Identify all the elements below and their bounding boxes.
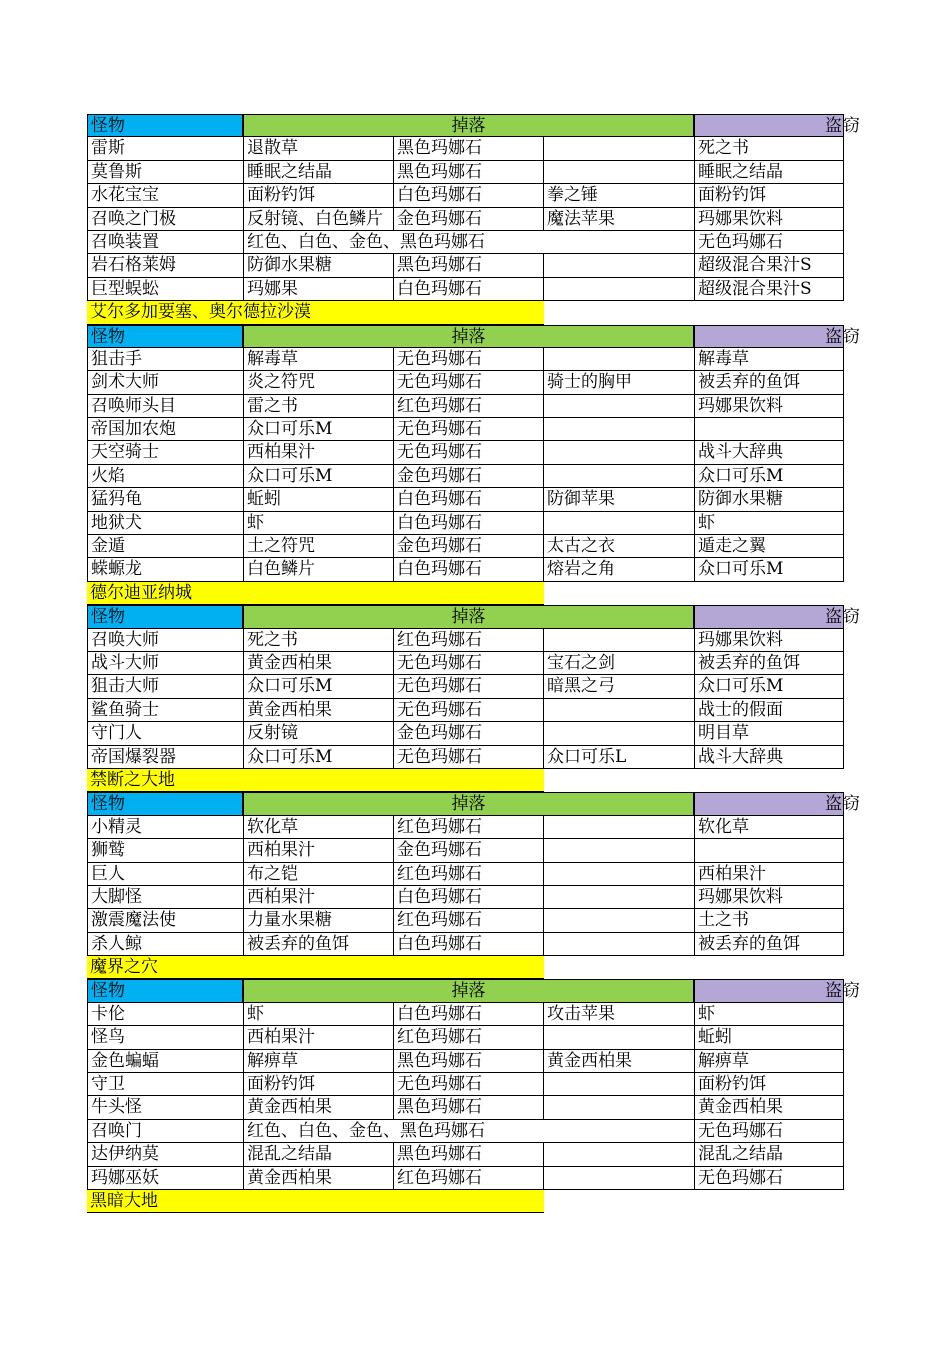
drop-item-1-cell[interactable]: 众口可乐M — [243, 675, 393, 698]
drop-item-1-cell[interactable]: 软化草 — [243, 816, 393, 839]
steal-item-cell[interactable]: 无色玛娜石 — [694, 231, 844, 254]
drop-item-1-cell[interactable]: 解毒草 — [243, 348, 393, 371]
header-steal-part2: 窃 — [843, 981, 860, 1002]
drop-item-2-cell[interactable]: 无色玛娜石 — [393, 746, 543, 769]
header-steal-part2: 窃 — [843, 116, 860, 136]
table-row — [87, 1026, 877, 1049]
drop-item-1-cell[interactable]: 虾 — [243, 512, 393, 535]
table-row — [87, 184, 877, 207]
monster-name-cell[interactable]: 召唤师头目 — [87, 395, 243, 418]
monster-name-cell[interactable]: 狮鹫 — [87, 839, 243, 862]
steal-item-cell[interactable]: 被丢弃的鱼饵 — [694, 652, 844, 675]
drop-item-2-cell[interactable]: 白色玛娜石 — [393, 1003, 543, 1026]
header-steal-part1: 盗 — [825, 326, 842, 347]
header-drop[interactable]: 掉落 — [243, 605, 694, 628]
monster-name-cell[interactable]: 莫鲁斯 — [87, 161, 243, 184]
drop-item-3-cell[interactable] — [543, 699, 694, 722]
header-monster[interactable]: 怪物 — [87, 979, 243, 1002]
drop-item-2-cell[interactable]: 无色玛娜石 — [393, 348, 543, 371]
region-row — [87, 582, 877, 605]
steal-item-cell[interactable]: 虾 — [694, 1003, 844, 1026]
table-header-row — [87, 325, 877, 348]
table-row — [87, 652, 877, 675]
monster-name-cell[interactable]: 水花宝宝 — [87, 184, 243, 207]
monster-name-cell[interactable]: 狙击手 — [87, 348, 243, 371]
monster-name-cell[interactable]: 召唤装置 — [87, 231, 243, 254]
table-row — [87, 1096, 877, 1119]
drop-item-3-cell[interactable] — [543, 395, 694, 418]
drop-item-3-cell[interactable]: 拳之锤 — [543, 184, 694, 207]
header-drop[interactable]: 掉落 — [243, 114, 694, 137]
monster-name-cell[interactable]: 玛娜巫妖 — [87, 1167, 243, 1190]
steal-item-cell[interactable]: 面粉钓饵 — [694, 184, 844, 207]
drop-item-1-cell[interactable]: 混乱之结晶 — [243, 1143, 393, 1166]
drop-item-3-cell[interactable]: 熔岩之角 — [543, 558, 694, 581]
drop-item-1-cell[interactable]: 力量水果糖 — [243, 909, 393, 932]
drop-item-1-cell[interactable]: 众口可乐M — [243, 465, 393, 488]
steal-item-cell[interactable]: 无色玛娜石 — [694, 1120, 844, 1143]
drop-item-3-cell[interactable] — [543, 886, 694, 909]
table-row — [87, 699, 877, 722]
drop-item-3-cell[interactable] — [543, 512, 694, 535]
drop-item-1-cell[interactable]: 黄金西柏果 — [243, 1167, 393, 1190]
drop-item-1-cell[interactable]: 防御水果糖 — [243, 254, 393, 277]
monster-name-cell[interactable]: 火焰 — [87, 465, 243, 488]
table-row — [87, 886, 877, 909]
drop-item-2-cell[interactable]: 无色玛娜石 — [393, 1073, 543, 1096]
drop-item-2-cell[interactable]: 红色玛娜石 — [393, 1167, 543, 1190]
drop-item-3-cell[interactable]: 防御苹果 — [543, 488, 694, 511]
drop-item-2-cell[interactable]: 黑色玛娜石 — [393, 254, 543, 277]
drop-item-3-cell[interactable]: 魔法苹果 — [543, 208, 694, 231]
header-steal-part2: 窃 — [843, 607, 860, 628]
drop-item-2-cell[interactable]: 金色玛娜石 — [393, 465, 543, 488]
drop-item-1-cell[interactable]: 布之铠 — [243, 863, 393, 886]
drop-item-3-cell[interactable] — [543, 254, 694, 277]
table-row — [87, 535, 877, 558]
drop-item-1-cell[interactable]: 黄金西柏果 — [243, 1096, 393, 1119]
drop-item-3-cell[interactable] — [543, 1026, 694, 1049]
table-row — [87, 722, 877, 745]
table-row — [87, 1143, 877, 1166]
drop-item-2-cell[interactable]: 金色玛娜石 — [393, 208, 543, 231]
header-steal-part1: 盗 — [825, 607, 842, 628]
drop-item-2-cell[interactable]: 无色玛娜石 — [393, 652, 543, 675]
monster-name-cell[interactable]: 岩石格莱姆 — [87, 254, 243, 277]
header-drop[interactable]: 掉落 — [243, 792, 694, 815]
monster-name-cell[interactable]: 帝国加农炮 — [87, 418, 243, 441]
drop-item-2-cell[interactable]: 无色玛娜石 — [393, 371, 543, 394]
drop-item-3-cell[interactable] — [543, 1073, 694, 1096]
table-row — [87, 909, 877, 932]
drop-item-2-cell[interactable]: 无色玛娜石 — [393, 675, 543, 698]
drop-item-3-cell[interactable] — [543, 348, 694, 371]
header-steal-part1: 盗 — [825, 794, 842, 815]
drop-item-1-cell[interactable]: 反射镜 — [243, 722, 393, 745]
table-header-row — [87, 114, 877, 137]
drop-item-1-cell[interactable]: 面粉钓饵 — [243, 184, 393, 207]
steal-item-cell[interactable]: 被丢弃的鱼饵 — [694, 371, 844, 394]
drop-item-2-cell[interactable]: 白色玛娜石 — [393, 184, 543, 207]
monster-name-cell[interactable]: 战斗大师 — [87, 652, 243, 675]
table-row — [87, 1073, 877, 1096]
table-row — [87, 441, 877, 464]
monster-name-cell[interactable]: 猛犸龟 — [87, 488, 243, 511]
drop-item-2-cell[interactable]: 无色玛娜石 — [393, 441, 543, 464]
drop-item-2-cell[interactable]: 白色玛娜石 — [393, 558, 543, 581]
steal-item-cell[interactable]: 玛娜果饮料 — [694, 629, 844, 652]
table-row — [87, 512, 877, 535]
drop-item-2-cell[interactable]: 金色玛娜石 — [393, 722, 543, 745]
monster-name-cell[interactable]: 守卫 — [87, 1073, 243, 1096]
monster-name-cell[interactable]: 守门人 — [87, 722, 243, 745]
drop-item-1-cell[interactable]: 反射镜、白色鳞片 — [243, 208, 393, 231]
steal-item-cell[interactable]: 解毒草 — [694, 348, 844, 371]
drop-item-1-cell[interactable]: 西柏果汁 — [243, 839, 393, 862]
steal-item-cell[interactable]: 超级混合果汁S — [694, 278, 844, 301]
steal-item-cell[interactable]: 遁走之翼 — [694, 535, 844, 558]
monster-name-cell[interactable]: 牛头怪 — [87, 1096, 243, 1119]
table-row — [87, 371, 877, 394]
monster-name-cell[interactable]: 剑术大师 — [87, 371, 243, 394]
header-steal[interactable] — [694, 792, 860, 815]
table-row — [87, 1003, 877, 1026]
table-row — [87, 675, 877, 698]
table-row — [87, 348, 877, 371]
table-header-row — [87, 979, 877, 1002]
monster-name-cell[interactable]: 召唤门 — [87, 1120, 243, 1143]
drop-item-2-cell[interactable]: 白色玛娜石 — [393, 933, 543, 956]
drop-item-1-cell[interactable]: 炎之符咒 — [243, 371, 393, 394]
region-title[interactable]: 禁断之大地 — [87, 769, 544, 792]
drop-item-3-cell[interactable] — [543, 1143, 694, 1166]
drop-item-2-cell[interactable]: 白色玛娜石 — [393, 488, 543, 511]
drop-item-2-cell[interactable]: 黑色玛娜石 — [393, 137, 543, 160]
header-steal[interactable] — [694, 605, 860, 628]
table-row — [87, 1167, 877, 1190]
monster-name-cell[interactable]: 金色蝙蝠 — [87, 1050, 243, 1073]
table-row — [87, 254, 877, 277]
steal-item-cell[interactable]: 软化草 — [694, 816, 844, 839]
drop-item-3-cell[interactable] — [543, 863, 694, 886]
drop-item-3-cell[interactable] — [543, 816, 694, 839]
drop-item-1-cell[interactable]: 睡眠之结晶 — [243, 161, 393, 184]
steal-item-cell[interactable]: 战士的假面 — [694, 699, 844, 722]
steal-item-cell[interactable]: 无色玛娜石 — [694, 1167, 844, 1190]
drop-item-1-cell[interactable]: 众口可乐M — [243, 418, 393, 441]
drop-item-2-cell[interactable]: 白色玛娜石 — [393, 278, 543, 301]
drop-item-3-cell[interactable] — [543, 278, 694, 301]
monster-name-cell[interactable]: 天空骑士 — [87, 441, 243, 464]
steal-item-cell[interactable]: 西柏果汁 — [694, 863, 844, 886]
drop-item-2-cell[interactable]: 白色玛娜石 — [393, 886, 543, 909]
drop-item-3-cell[interactable]: 暗黑之弓 — [543, 675, 694, 698]
drop-item-3-cell[interactable]: 黄金西柏果 — [543, 1050, 694, 1073]
table-row — [87, 839, 877, 862]
table-row — [87, 161, 877, 184]
steal-item-cell[interactable]: 死之书 — [694, 137, 844, 160]
header-monster[interactable]: 怪物 — [87, 792, 243, 815]
region-row — [87, 1190, 877, 1213]
header-steal-part1: 盗 — [825, 116, 842, 136]
drop-item-3-cell[interactable] — [543, 441, 694, 464]
drop-item-2-cell[interactable]: 红色玛娜石 — [393, 1026, 543, 1049]
drop-item-2-cell[interactable]: 黑色玛娜石 — [393, 161, 543, 184]
drop-item-2-cell[interactable]: 红色玛娜石 — [393, 629, 543, 652]
monster-name-cell[interactable]: 帝国爆裂器 — [87, 746, 243, 769]
table-row — [87, 1120, 877, 1143]
drop-item-2-cell[interactable]: 红色玛娜石 — [393, 395, 543, 418]
drop-span-cell[interactable]: 红色、白色、金色、黑色玛娜石 — [243, 231, 694, 254]
region-row — [87, 301, 877, 324]
drop-item-2-cell[interactable]: 白色玛娜石 — [393, 512, 543, 535]
drop-item-2-cell[interactable]: 黑色玛娜石 — [393, 1096, 543, 1119]
monster-name-cell[interactable]: 杀人鲸 — [87, 933, 243, 956]
steal-item-cell[interactable]: 玛娜果饮料 — [694, 208, 844, 231]
steal-item-cell[interactable]: 玛娜果饮料 — [694, 886, 844, 909]
table-row — [87, 933, 877, 956]
drop-item-1-cell[interactable]: 被丢弃的鱼饵 — [243, 933, 393, 956]
monster-name-cell[interactable]: 鲨鱼骑士 — [87, 699, 243, 722]
table-row — [87, 395, 877, 418]
region-row — [87, 769, 877, 792]
drop-item-2-cell[interactable]: 金色玛娜石 — [393, 839, 543, 862]
drop-item-3-cell[interactable] — [543, 629, 694, 652]
steal-item-cell[interactable]: 蚯蚓 — [694, 1026, 844, 1049]
table-row — [87, 208, 877, 231]
steal-item-cell[interactable] — [694, 418, 844, 441]
steal-item-cell[interactable]: 黄金西柏果 — [694, 1096, 844, 1119]
header-monster[interactable]: 怪物 — [87, 114, 243, 137]
steal-item-cell[interactable]: 被丢弃的鱼饵 — [694, 933, 844, 956]
drop-item-3-cell[interactable] — [543, 161, 694, 184]
header-monster[interactable]: 怪物 — [87, 325, 243, 348]
drop-item-1-cell[interactable]: 黄金西柏果 — [243, 699, 393, 722]
drop-item-1-cell[interactable]: 众口可乐M — [243, 746, 393, 769]
drop-item-1-cell[interactable]: 西柏果汁 — [243, 886, 393, 909]
header-steal-part1: 盗 — [825, 981, 842, 1002]
drop-item-2-cell[interactable]: 无色玛娜石 — [393, 699, 543, 722]
drop-item-3-cell[interactable] — [543, 465, 694, 488]
header-steal-part2: 窃 — [843, 794, 860, 815]
header-steal[interactable] — [694, 979, 860, 1002]
drop-item-1-cell[interactable]: 雷之书 — [243, 395, 393, 418]
steal-item-cell[interactable]: 战斗大辞典 — [694, 746, 844, 769]
table-row — [87, 746, 877, 769]
drop-item-3-cell[interactable]: 太古之衣 — [543, 535, 694, 558]
steal-item-cell[interactable]: 明目草 — [694, 722, 844, 745]
table-row — [87, 863, 877, 886]
drop-item-1-cell[interactable]: 西柏果汁 — [243, 441, 393, 464]
table-header-row — [87, 605, 877, 628]
drop-item-1-cell[interactable]: 死之书 — [243, 629, 393, 652]
monster-name-cell[interactable]: 雷斯 — [87, 137, 243, 160]
region-title[interactable]: 德尔迪亚纳城 — [87, 582, 544, 605]
table-row — [87, 1050, 877, 1073]
steal-item-cell[interactable]: 混乱之结晶 — [694, 1143, 844, 1166]
drop-item-3-cell[interactable]: 骑士的胸甲 — [543, 371, 694, 394]
header-drop[interactable]: 掉落 — [243, 325, 694, 348]
header-drop[interactable]: 掉落 — [243, 979, 694, 1002]
region-title[interactable]: 艾尔多加要塞、奥尔德拉沙漠 — [87, 301, 544, 324]
steal-item-cell[interactable]: 土之书 — [694, 909, 844, 932]
steal-item-cell[interactable] — [694, 839, 844, 862]
drop-item-3-cell[interactable]: 宝石之剑 — [543, 652, 694, 675]
steal-item-cell[interactable]: 众口可乐M — [694, 675, 844, 698]
drop-item-3-cell[interactable] — [543, 1096, 694, 1119]
steal-item-cell[interactable]: 众口可乐M — [694, 465, 844, 488]
drop-item-3-cell[interactable] — [543, 418, 694, 441]
drop-item-1-cell[interactable]: 西柏果汁 — [243, 1026, 393, 1049]
table-row — [87, 465, 877, 488]
drop-span-cell[interactable]: 红色、白色、金色、黑色玛娜石 — [243, 1120, 694, 1143]
steal-item-cell[interactable]: 防御水果糖 — [694, 488, 844, 511]
table-row — [87, 816, 877, 839]
monster-name-cell[interactable]: 狙击大师 — [87, 675, 243, 698]
header-steal-part2: 窃 — [843, 326, 860, 347]
drop-item-3-cell[interactable] — [543, 1167, 694, 1190]
monster-name-cell[interactable]: 卡伦 — [87, 1003, 243, 1026]
drop-item-2-cell[interactable]: 金色玛娜石 — [393, 535, 543, 558]
drop-item-1-cell[interactable]: 解痹草 — [243, 1050, 393, 1073]
monster-name-cell[interactable]: 巨型蜈蚣 — [87, 278, 243, 301]
table-row — [87, 418, 877, 441]
drop-item-1-cell[interactable]: 蚯蚓 — [243, 488, 393, 511]
table-row — [87, 558, 877, 581]
monster-name-cell[interactable]: 蝾螈龙 — [87, 558, 243, 581]
drop-item-3-cell[interactable] — [543, 722, 694, 745]
monster-name-cell[interactable]: 召唤大师 — [87, 629, 243, 652]
drop-item-1-cell[interactable]: 虾 — [243, 1003, 393, 1026]
drop-item-3-cell[interactable]: 攻击苹果 — [543, 1003, 694, 1026]
region-title[interactable]: 黑暗大地 — [87, 1190, 544, 1213]
header-steal[interactable] — [694, 325, 860, 348]
drop-item-1-cell[interactable]: 黄金西柏果 — [243, 652, 393, 675]
region-title[interactable]: 魔界之穴 — [87, 956, 544, 979]
drop-item-2-cell[interactable]: 红色玛娜石 — [393, 909, 543, 932]
drop-item-3-cell[interactable] — [543, 839, 694, 862]
drop-item-1-cell[interactable]: 白色鳞片 — [243, 558, 393, 581]
monster-name-cell[interactable]: 巨人 — [87, 863, 243, 886]
monster-name-cell[interactable]: 大脚怪 — [87, 886, 243, 909]
header-steal[interactable] — [694, 114, 860, 137]
drop-item-1-cell[interactable]: 玛娜果 — [243, 278, 393, 301]
monster-drop-table — [87, 114, 877, 1213]
monster-name-cell[interactable]: 地狱犬 — [87, 512, 243, 535]
drop-item-2-cell[interactable]: 黑色玛娜石 — [393, 1143, 543, 1166]
header-monster[interactable]: 怪物 — [87, 605, 243, 628]
steal-item-cell[interactable]: 超级混合果汁S — [694, 254, 844, 277]
monster-name-cell[interactable]: 小精灵 — [87, 816, 243, 839]
table-header-row — [87, 792, 877, 815]
drop-item-2-cell[interactable]: 黑色玛娜石 — [393, 1050, 543, 1073]
drop-item-2-cell[interactable]: 无色玛娜石 — [393, 418, 543, 441]
steal-item-cell[interactable]: 战斗大辞典 — [694, 441, 844, 464]
steal-item-cell[interactable]: 虾 — [694, 512, 844, 535]
drop-item-3-cell[interactable] — [543, 137, 694, 160]
monster-name-cell[interactable]: 召唤之门极 — [87, 208, 243, 231]
steal-item-cell[interactable]: 睡眠之结晶 — [694, 161, 844, 184]
drop-item-1-cell[interactable]: 退散草 — [243, 137, 393, 160]
drop-item-3-cell[interactable] — [543, 933, 694, 956]
monster-name-cell[interactable]: 怪鸟 — [87, 1026, 243, 1049]
table-row — [87, 231, 877, 254]
steal-item-cell[interactable]: 众口可乐M — [694, 558, 844, 581]
table-row — [87, 488, 877, 511]
drop-item-1-cell[interactable]: 面粉钓饵 — [243, 1073, 393, 1096]
table-row — [87, 278, 877, 301]
table-row — [87, 137, 877, 160]
monster-name-cell[interactable]: 金遁 — [87, 535, 243, 558]
drop-item-2-cell[interactable]: 红色玛娜石 — [393, 816, 543, 839]
region-row — [87, 956, 877, 979]
drop-item-2-cell[interactable]: 红色玛娜石 — [393, 863, 543, 886]
monster-name-cell[interactable]: 达伊纳莫 — [87, 1143, 243, 1166]
drop-item-1-cell[interactable]: 土之符咒 — [243, 535, 393, 558]
drop-item-3-cell[interactable]: 众口可乐L — [543, 746, 694, 769]
monster-name-cell[interactable]: 激震魔法使 — [87, 909, 243, 932]
steal-item-cell[interactable]: 解痹草 — [694, 1050, 844, 1073]
drop-item-3-cell[interactable] — [543, 909, 694, 932]
steal-item-cell[interactable]: 面粉钓饵 — [694, 1073, 844, 1096]
steal-item-cell[interactable]: 玛娜果饮料 — [694, 395, 844, 418]
table-row — [87, 629, 877, 652]
